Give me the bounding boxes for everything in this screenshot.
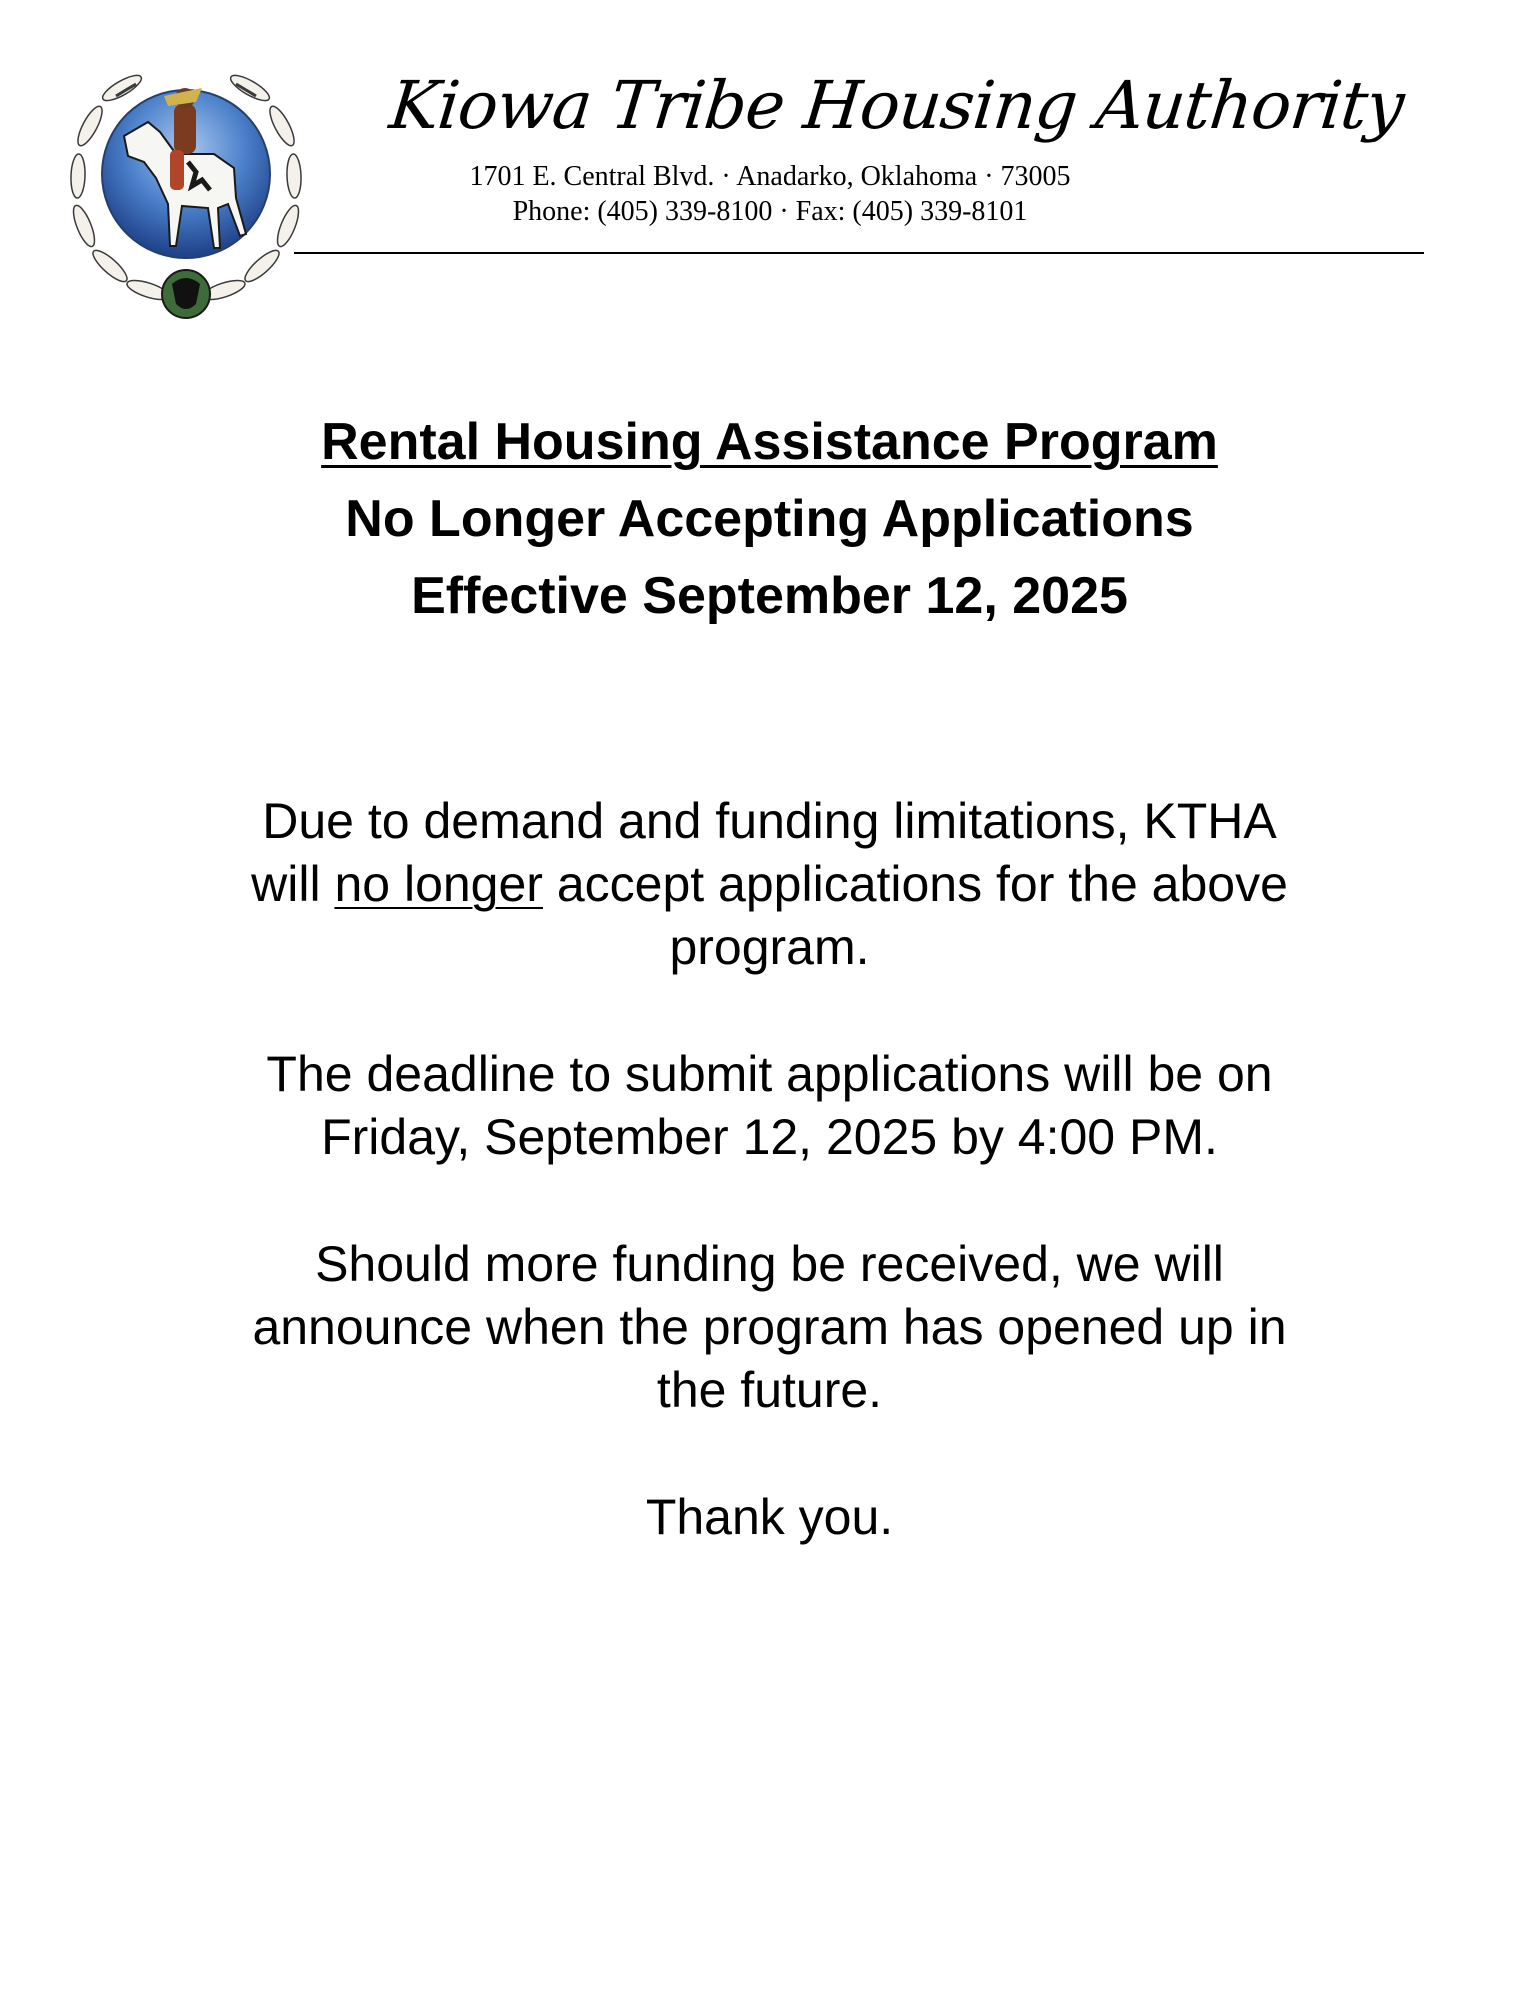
paragraph-line: Friday, September 12, 2025 by 4:00 PM. [321,1109,1218,1165]
paragraph-line: Due to demand and funding limitations, KTHA [262,793,1277,849]
paragraph-future-funding [0,1233,1539,1422]
notice-title [0,411,1539,473]
paragraph-line: The deadline to submit applications will be on [266,1046,1273,1102]
closing-thank-you: Thank you. [645,1489,894,1545]
organization-name: Kiowa Tribe Housing Authority [386,67,1407,144]
paragraph-line [0,853,1539,916]
header-divider [294,252,1424,254]
address-line: 1701 E. Central Blvd. · Anadarko, Oklahoma · 73005 [469,161,1071,192]
phone-fax-line: Phone: (405) 339-8100 · Fax: (405) 339-8101 [512,196,1028,227]
text-run: accept applications for the above [542,856,1288,912]
letterhead [0,0,1539,270]
text-run: will [251,856,335,912]
tribal-seal-icon [64,58,308,320]
paragraph-line: program. [669,919,870,975]
paragraph-line: the future. [656,1362,883,1418]
notice-title-text: Rental Housing Assistance Program [321,413,1218,471]
paragraph-deadline [0,1043,1539,1169]
paragraph-line: Should more funding be received, we will [315,1236,1224,1292]
paragraph-funding-limitations [0,790,1539,979]
notice-effective-date: Effective September 12, 2025 [411,567,1128,625]
paragraph-line: announce when the program has opened up in [252,1299,1287,1355]
notice-subtitle: No Longer Accepting Applications [345,490,1194,548]
emphasis-no-longer: no longer [334,856,543,912]
